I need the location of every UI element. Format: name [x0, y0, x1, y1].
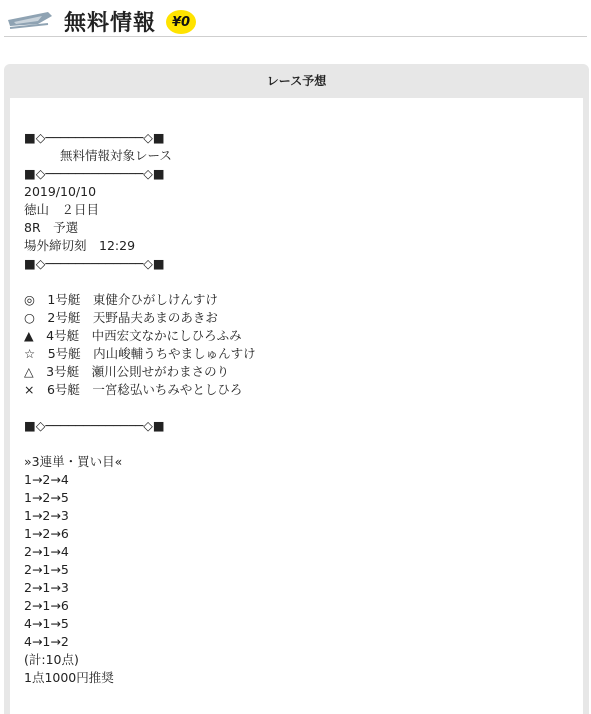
bets-heading: »3連単・買い目« [24, 454, 123, 469]
bet-combo: 2→1→3 [24, 580, 69, 595]
bet-combo: 2→1→6 [24, 598, 69, 613]
race-date: 2019/10/10 [24, 184, 97, 199]
bet-combo: 1→2→3 [24, 508, 69, 523]
divider: ■◇─────────────◇■ [24, 166, 165, 181]
boat-logo-icon [8, 8, 56, 30]
price-badge: ¥0 [166, 10, 196, 34]
race-prediction-panel [4, 64, 589, 714]
prediction-content [24, 129, 256, 687]
prediction-row: ☆ 5号艇 内山峻輔うちやましゅんすけ [24, 346, 256, 361]
bet-combo: 2→1→4 [24, 544, 69, 559]
divider: ■◇─────────────◇■ [24, 418, 165, 433]
bet-combo: 1→2→4 [24, 472, 69, 487]
panel-body [10, 98, 583, 714]
divider: ■◇─────────────◇■ [24, 130, 165, 145]
race-venue-day: 徳山 ２日目 [24, 202, 100, 217]
prediction-row: ◎ 1号艇 東健介ひがしけんすけ [24, 292, 218, 307]
panel-title: レース予想 [266, 74, 327, 88]
page-title: 無料情報 [64, 11, 157, 36]
bet-combo: 4→1→2 [24, 634, 69, 649]
bet-combo: 2→1→5 [24, 562, 69, 577]
bet-combo: 1→2→5 [24, 490, 69, 505]
bet-total: (計:10点) [24, 652, 79, 667]
bet-combo: 1→2→6 [24, 526, 69, 541]
prediction-row: × 6号艇 一宮稔弘いちみやとしひろ [24, 382, 243, 397]
target-race-label: 無料情報対象レース [60, 148, 172, 163]
bet-combo: 4→1→5 [24, 616, 69, 631]
prediction-row: △ 3号艇 瀬川公則せがわまさのり [24, 364, 230, 379]
prediction-row: ▲ 4号艇 中西宏文なかにしひろふみ [24, 328, 242, 343]
prediction-row: ○ 2号艇 天野晶夫あまのあきお [24, 310, 218, 325]
closing-time: 場外締切刻 12:29 [24, 238, 136, 253]
race-name: 8R 予選 [24, 220, 79, 235]
bet-recommendation: 1点1000円推奨 [24, 670, 114, 685]
divider: ■◇─────────────◇■ [24, 256, 165, 271]
page-header [4, 0, 587, 37]
